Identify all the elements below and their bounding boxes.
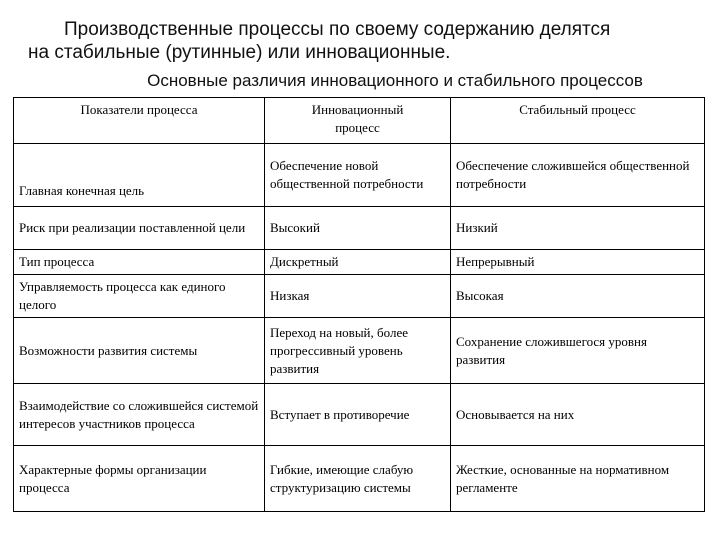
table-row — [14, 318, 705, 384]
heading-line-1: Производственные процессы по своему содержанию делятся — [64, 19, 611, 40]
row-innovative-value: Дискретный — [265, 250, 451, 275]
row-stable-value: Низкий — [451, 207, 705, 250]
row-indicator: Взаимодействие со сложившейся системой интересов участников процесса — [14, 384, 265, 446]
row-stable-value: Высокая — [451, 275, 705, 318]
row-indicator: Риск при реализации поставленной цели — [14, 207, 265, 250]
row-stable-value: Жесткие, основанные на нормативном регламенте — [451, 446, 705, 512]
table-row — [14, 250, 705, 275]
row-innovative-value: Низкая — [265, 275, 451, 318]
row-indicator: Тип процесса — [14, 250, 265, 275]
table-header-row — [14, 98, 705, 144]
row-indicator: Возможности развития системы — [14, 318, 265, 384]
page-heading — [28, 18, 708, 64]
table-row — [14, 446, 705, 512]
header-innovative: Инновационный процесс — [265, 98, 451, 144]
table-row — [14, 384, 705, 446]
table-row — [14, 144, 705, 207]
table-row — [14, 275, 705, 318]
table-caption: Основные различия инновационного и стабильного процессов — [147, 71, 643, 90]
row-indicator: Характерные формы организации процесса — [14, 446, 265, 512]
row-stable-value: Обеспечение сложившейся общественной потребности — [451, 144, 705, 207]
comparison-table — [13, 97, 705, 512]
heading-line-2: на стабильные (рутинные) или инновационные. — [28, 42, 451, 63]
row-stable-value: Сохранение сложившегося уровня развития — [451, 318, 705, 384]
row-innovative-value: Гибкие, имеющие слабую структуризацию системы — [265, 446, 451, 512]
header-stable: Стабильный процесс — [451, 98, 705, 144]
row-stable-value: Основывается на них — [451, 384, 705, 446]
table-row — [14, 207, 705, 250]
row-innovative-value: Вступает в противоречие — [265, 384, 451, 446]
row-innovative-value: Обеспечение новой общественной потребности — [265, 144, 451, 207]
row-stable-value: Непрерывный — [451, 250, 705, 275]
row-innovative-value: Переход на новый, более прогрессивный уровень развития — [265, 318, 451, 384]
row-indicator: Главная конечная цель — [14, 144, 265, 207]
row-innovative-value: Высокий — [265, 207, 451, 250]
header-indicators: Показатели процесса — [14, 98, 265, 144]
row-indicator: Управляемость процесса как единого целого — [14, 275, 265, 318]
